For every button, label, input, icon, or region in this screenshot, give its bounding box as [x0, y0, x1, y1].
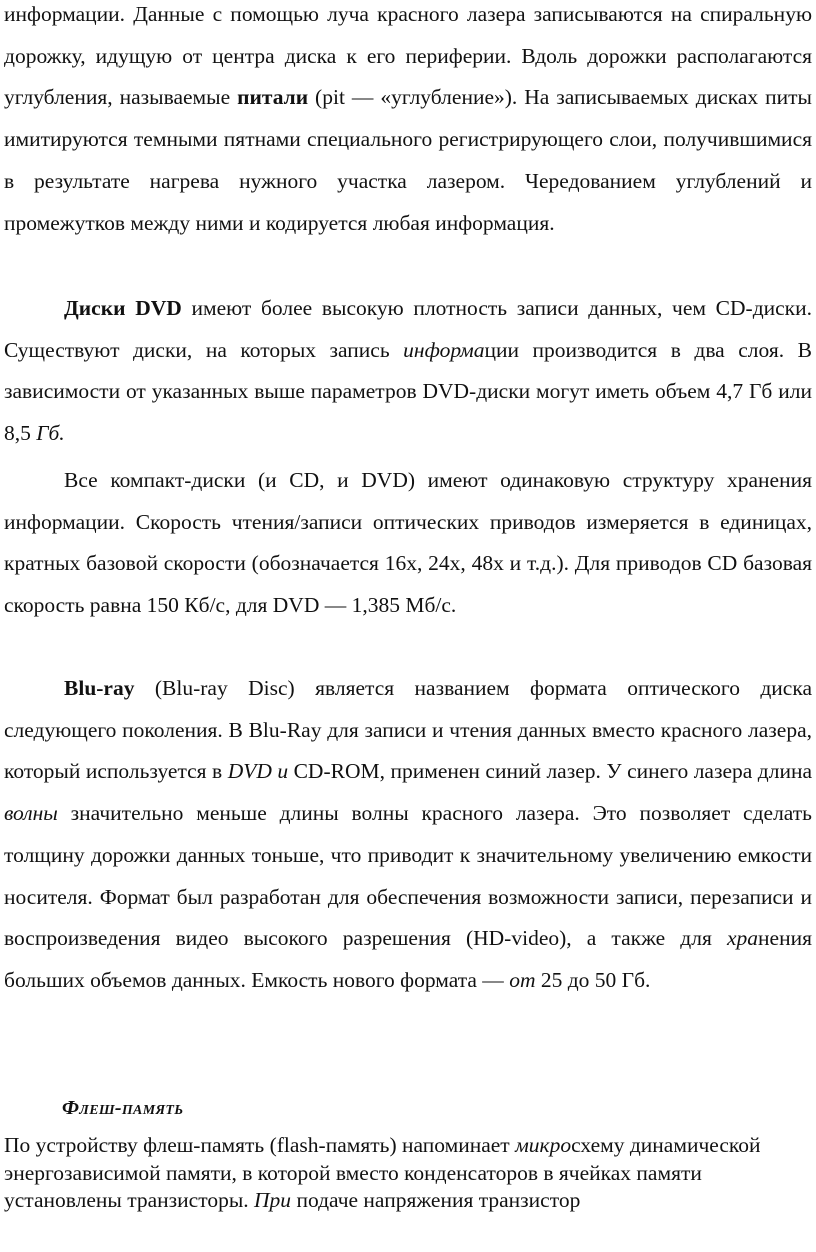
text-run: (Blu-ray Disc) является названием формата оптического диска следующего поколения. В Blu-Ray для записи и чтения данных вместо красного лазера, который используется в — [4, 676, 812, 784]
paragraph-dvd — [4, 288, 812, 455]
paragraph-flash-memory — [4, 1132, 794, 1215]
italic-run: волны — [4, 801, 58, 826]
text-run: (pit — «углубление»). На записываемых дисках питы имитируются темными пятнами специального регистрирующего слои, получившимися в результате нагрева нужного участка лазером. Чередованием углублений и промежутков между ними и кодируется любая информация. — [4, 85, 812, 235]
bold-term-pitali: питали — [237, 85, 309, 110]
italic-run: информа — [403, 337, 485, 362]
bold-term-dvd: Диски DVD — [64, 296, 182, 320]
text-run: По устройству флеш-память (flash-память) напоминает — [4, 1133, 516, 1157]
section-heading-flash-memory: Флеш-память — [62, 1097, 184, 1119]
paragraph-blu-ray — [4, 668, 812, 1002]
text-run: ции производится в два слоя. В зависимости от указанных выше параметров DVD-диски могут иметь объем 4,7 Гб или 8,5 — [4, 337, 812, 446]
italic-run: DVD и — [227, 759, 289, 784]
italic-run: хра — [727, 926, 759, 951]
italic-run: от — [509, 967, 536, 992]
italic-run: микро — [515, 1133, 572, 1157]
text-run: Все компакт-диски (и CD, и DVD) имеют одинаковую структуру хранения информации. Скорость чтения/записи оптических приводов измеряется в единицах, кратных базовой скорости (обозначается 16х, 24х, 48х и т.д.). Для приводов CD базовая скорость равна 150 Кб/с, для DVD — 1,385 Мб/с. — [4, 468, 812, 618]
text-run: значительно меньше длины волны красного лазера. Это позволяет сделать толщину дорожки данных тоньше, что приводит к значительному увеличению емкости носителя. Формат был разработан для обеспечения возможности записи, перезаписи и воспроизведения видео высокого разрешения (HD-video), а также для — [4, 801, 812, 951]
text-run: информации. Данные с помощью луча красного лазера записываются на спиральную дорожку, идущую от центра диска к его периферии. Вдоль дорожки располагаются углубления, называемые — [4, 2, 812, 110]
text-run: 25 до 50 Гб. — [535, 967, 651, 992]
text-run: схему динамической энергозависимой памяти, в которой вместо конденсаторов в ячейках памяти установлены транзисторы. — [4, 1133, 761, 1212]
bold-term-blu-ray: Blu-ray — [64, 676, 135, 700]
text-run: имеют более высокую плотность записи данных, чем CD-диски. Существуют диски, на которых запись — [4, 296, 813, 362]
paragraph-compact-disc-structure — [4, 460, 812, 627]
italic-run: Гб. — [36, 421, 65, 446]
text-run: нения больших объемов данных. Емкость нового формата — — [4, 926, 812, 992]
text-run: подаче напряжения транзистор — [291, 1188, 581, 1212]
paragraph-laser-recording — [4, 0, 812, 244]
text-run: CD-ROM, применен синий лазер. У синего лазера длина — [288, 759, 812, 784]
italic-run: При — [254, 1188, 292, 1212]
